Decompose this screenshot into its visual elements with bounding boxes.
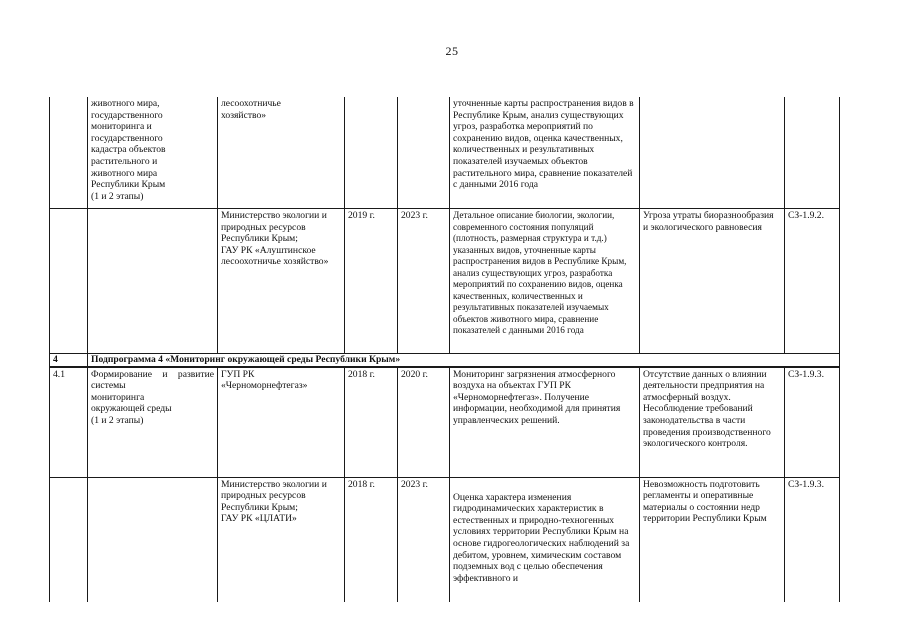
section-number: 4 [50, 354, 88, 367]
cell-code: СЗ-1.9.2. [785, 209, 840, 354]
cell-start-year: 2018 г. [345, 477, 398, 602]
cell-measure-name [88, 209, 218, 354]
cell-measure-name: животного мира, государственного мониторинга и государственного кадастра объектов растительного и животного мира Республики Крым (1 и 2 этапы) [88, 97, 218, 209]
table-row [50, 477, 840, 602]
cell-number [50, 209, 88, 354]
measure-name-rest: мониторинга окружающей среды (1 и 2 этапы) [91, 391, 172, 426]
cell-consequences: Невозможность подготовить регламенты и оперативные материалы о состоянии недр территории Республики Крым [640, 477, 785, 602]
section-header-row [50, 354, 840, 367]
cell-number [50, 477, 88, 602]
program-measures-table [49, 97, 840, 602]
page-number: 25 [445, 44, 459, 58]
cell-start-year [345, 97, 398, 209]
cell-end-year: 2023 г. [398, 477, 450, 602]
cell-executor: Министерство экологии и природных ресурсов Республики Крым; ГАУ РК «Алуштинское лесоохотничье хозяйство» [218, 209, 345, 354]
cell-executor: Министерство экологии и природных ресурсов Республики Крым; ГАУ РК «ЦЛАТИ» [218, 477, 345, 602]
cell-code: СЗ-1.9.3. [785, 477, 840, 602]
cell-expected-result: Мониторинг загрязнения атмосферного воздуха на объектах ГУП РК «Черноморнефтегаз». Получение информации, необходимой для принятия управленческих решений. [450, 367, 640, 478]
cell-consequences: Отсутствие данных о влиянии деятельности предприятия на атмосферный воздух. Несоблюдение требований законодательства в части проведения производственного экологического контроля. [640, 367, 785, 478]
cell-expected-result: уточненные карты распространения видов в Республике Крым, анализ существующих угроз, разработка мероприятий по сохранению видов, оценка качественных, количественных и результативных показателей изучаемых объектов растительного мира, сравнение показателей с данными 2016 года [450, 97, 640, 209]
cell-executor: ГУП РК «Черноморнефтегаз» [218, 367, 345, 478]
cell-consequences: Угроза утраты биоразнообразия и экологического равновесия [640, 209, 785, 354]
cell-expected-result: Детальное описание биологии, экологии, современного состояния популяций (плотность, размерная структура и т.д.) указанных видов, уточненные карты распространения видов в Республике Крым, анализ существующих угроз, разработка мероприятий по сохранению видов, оценка качественных, количественных и результативных показателей изучаемых объектов животного мира, сравнение показателей с данными 2016 года [450, 209, 640, 354]
cell-number [50, 97, 88, 209]
cell-start-year: 2018 г. [345, 367, 398, 478]
cell-code: СЗ-1.9.3. [785, 367, 840, 478]
cell-measure-name [88, 477, 218, 602]
cell-end-year: 2020 г. [398, 367, 450, 478]
measure-name-line: Формирование и развитие системы [91, 368, 214, 392]
section-title: Подпрограмма 4 «Мониторинг окружающей среды Республики Крым» [88, 354, 840, 367]
cell-executor: лесоохотничье хозяйство» [218, 97, 345, 209]
cell-end-year [398, 97, 450, 209]
cell-code [785, 97, 840, 209]
table-row [50, 97, 840, 209]
cell-number: 4.1 [50, 367, 88, 478]
table-row [50, 209, 840, 354]
cell-start-year: 2019 г. [345, 209, 398, 354]
table-row [50, 367, 840, 478]
cell-consequences [640, 97, 785, 209]
cell-end-year: 2023 г. [398, 209, 450, 354]
cell-expected-result: Оценка характера изменения гидродинамических характеристик в естественных и природно-техногенных условиях территории Республики Крым на основе гидрогеологических наблюдений за дебитом, уровнем, химическим составом подземных вод с целью обеспечения эффективного и [450, 477, 640, 602]
cell-measure-name [88, 367, 218, 478]
